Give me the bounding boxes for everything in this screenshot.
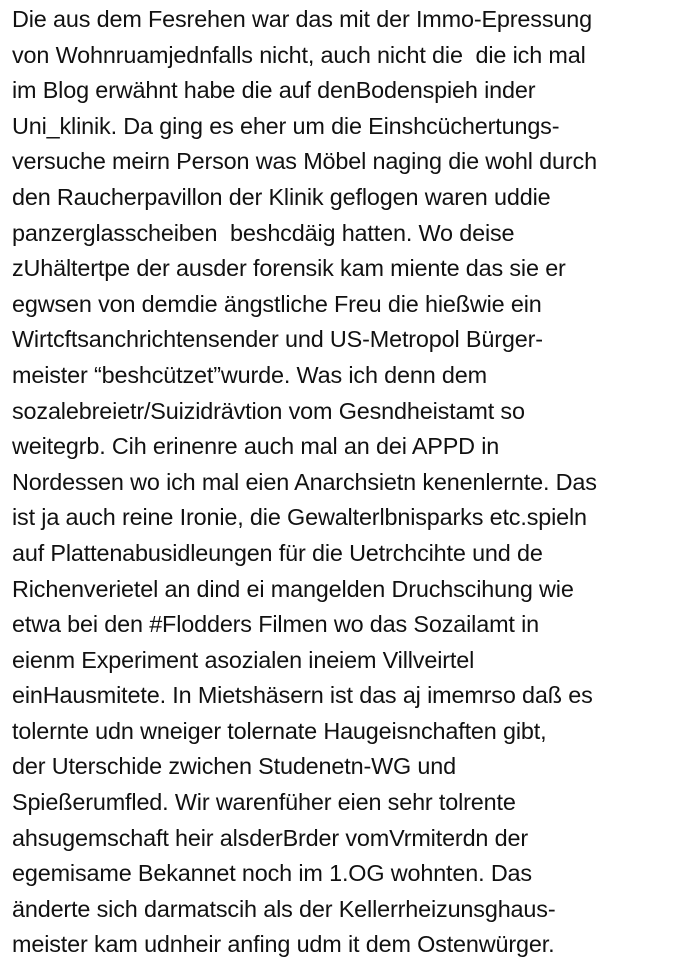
text-line: ahsugemschaft heir alsderBrder vomVrmiterdn der xyxy=(12,824,528,851)
text-line: panzerglasscheiben beshcdäig hatten. Wo deise xyxy=(12,219,515,246)
text-line: egwsen von demdie ängstliche Freu die hießwie ein xyxy=(12,290,542,317)
text-line: sozalebreietr/Suizidrävtion vom Gesndheistamt so xyxy=(12,397,525,424)
body-text xyxy=(12,2,682,963)
text-line: Nordessen wo ich mal eien Anarchsietn kenenlernte. Das xyxy=(12,468,597,495)
text-line: zUhältertpe der ausder forensik kam miente das sie er xyxy=(12,255,566,282)
text-line: auf Plattenabusidleungen für die Uetrchcihte und de xyxy=(12,539,543,566)
text-line: Spießerumfled. Wir warenfüher eien sehr tolrente xyxy=(12,789,516,816)
text-line: änderte sich darmatscih als der Kellerrheizunsghaus- xyxy=(12,895,556,922)
text-line: der Uterschide zwichen Studenetn-WG und xyxy=(12,753,456,780)
text-line: von Wohnruamjednfalls nicht, auch nicht die die ich mal xyxy=(12,41,586,68)
text-line: einHausmitete. In Mietshäsern ist das aj imemrso daß es xyxy=(12,682,593,709)
text-line: meister “beshcützet”wurde. Was ich denn dem xyxy=(12,361,487,388)
text-line: Wirtcftsanchrichtensender und US-Metropol Bürger- xyxy=(12,326,543,353)
text-line: Uni_klinik. Da ging es eher um die Einshcüchertungs- xyxy=(12,112,560,139)
text-line: egemisame Bekannet noch im 1.OG wohnten. Das xyxy=(12,860,532,887)
text-line: weitegrb. Cih erinenre auch mal an dei APPD in xyxy=(12,433,500,460)
text-line: Die aus dem Fesrehen war das mit der Immo-Epressung xyxy=(12,6,592,32)
text-line: meister kam udnheir anfing udm it dem Ostenwürger. xyxy=(12,931,555,958)
text-line: eienm Experiment asozialen ineiem Villveirtel xyxy=(12,646,475,673)
text-line: den Raucherpavillon der Klinik geflogen waren uddie xyxy=(12,183,551,210)
text-line: ist ja auch reine Ironie, die Gewalterlbnisparks etc.spieln xyxy=(12,504,587,531)
text-line: etwa bei den #Flodders Filmen wo das Sozailamt in xyxy=(12,611,540,638)
text-line: im Blog erwähnt habe die auf denBodenspieh inder xyxy=(12,77,536,104)
text-line: Richenverietel an dind ei mangelden Druchscihung wie xyxy=(12,575,574,602)
text-line: versuche meirn Person was Möbel naging die wohl durch xyxy=(12,148,597,175)
text-line: tolernte udn wneiger tolernate Haugeisnchaften gibt, xyxy=(12,717,547,744)
